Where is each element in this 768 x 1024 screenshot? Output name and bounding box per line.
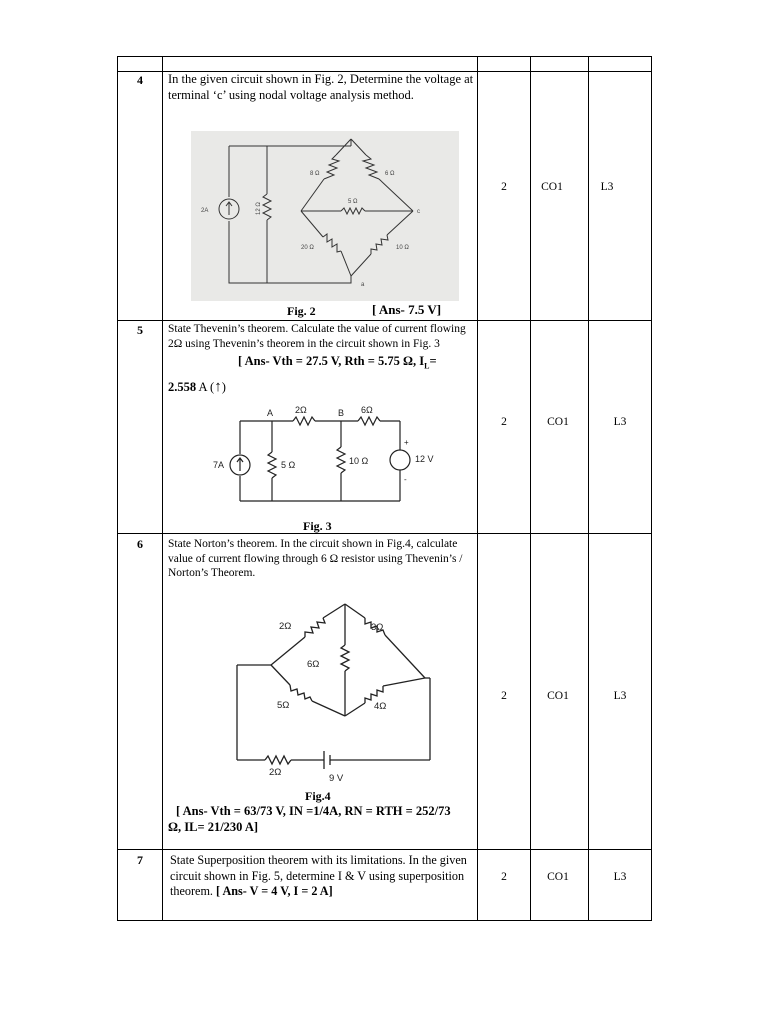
resistor-label: 6Ω [307,659,320,670]
node-label: B [338,408,345,418]
resistor-label: 5Ω [277,700,290,711]
question-number: 4 [137,73,143,87]
figure-caption: Fig.4 [305,789,331,803]
resistor-label: 8 Ω [310,171,320,177]
answer-line-2: Ω, IL= 21/230 A] [168,820,259,834]
plus-sign: + [404,438,409,447]
voltage-label: 12 V [415,454,434,464]
question-number: 7 [137,853,143,867]
resistor-label: 12 Ω [256,202,262,215]
question-number: 6 [137,537,143,551]
up-arrow-icon: ↑ [214,379,222,395]
marks-cell: 2 [501,690,507,702]
level-cell: L3 [600,181,614,193]
resistor-label: 6 Ω [385,171,395,177]
marks-cell: 2 [501,181,507,193]
resistor-label: 2Ω [269,767,282,778]
co-cell: CO1 [541,181,563,193]
level-cell: L3 [613,871,627,883]
voltage-label: 9 V [329,773,344,784]
figure-caption: Fig. 2 [287,304,316,318]
question-text: State Norton’s theorem. In the circuit shown in Fig.4, calculate value of current flowing through 6 Ω resistor using Thevenin’s / Norton’s Theorem. [168,538,463,579]
resistor-label: 10 Ω [396,245,409,251]
node-label: c [417,209,420,215]
node-label: a [361,282,365,288]
marks-cell: 2 [501,871,507,883]
resistor-label: 5 Ω [348,199,358,205]
co-cell: CO1 [547,871,569,883]
co-cell: CO1 [547,416,569,428]
resistor-label: 2Ω [279,621,292,632]
resistor-label: 3Ω [371,622,384,633]
answer-line-1: [ Ans- Vth = 27.5 V, Rth = 5.75 Ω, $I_L=$ [238,354,437,371]
resistor-label: 5 Ω [281,460,296,470]
resistor-label: 6Ω [361,405,373,415]
answer-line-2: 2.558 A (↑) [168,379,226,395]
figure-caption: Fig. 3 [303,519,332,533]
marks-cell: 2 [501,416,507,428]
source-label: 7A [213,460,225,470]
answer-line-1: [ Ans- Vth = 63/73 V, IN =1/4A, RN = RTH = 252/73 [176,804,451,818]
question-number: 5 [137,323,143,337]
resistor-label: 20 Ω [301,245,314,251]
question-text: State Superposition theorem with its limitations. In the given circuit shown in Fig. 5, determine I & V using superposition theorem. [ Ans- V = 4 V, I = 2 A] [170,853,467,898]
question-text: In the given circuit shown in Fig. 2, Determine the voltage at terminal ‘c’ using nodal voltage analysis method. [168,72,474,102]
source-label: 2A [201,208,209,214]
node-label: A [267,408,274,418]
minus-sign: - [404,475,407,484]
level-cell: L3 [613,416,627,428]
resistor-label: 10 Ω [349,456,369,466]
resistor-label: 2Ω [295,405,307,415]
level-cell: L3 [613,690,627,702]
co-cell: CO1 [547,690,569,702]
answer-text: [ Ans- V = 4 V, I = 2 A] [216,884,333,898]
question-text: State Thevenin’s theorem. Calculate the value of current flowing 2Ω using Thevenin’s theorem in the circuit shown in Fig. 3 [168,323,466,350]
answer-text: [ Ans- 7.5 V] [372,302,442,317]
resistor-label: 4Ω [374,701,387,712]
